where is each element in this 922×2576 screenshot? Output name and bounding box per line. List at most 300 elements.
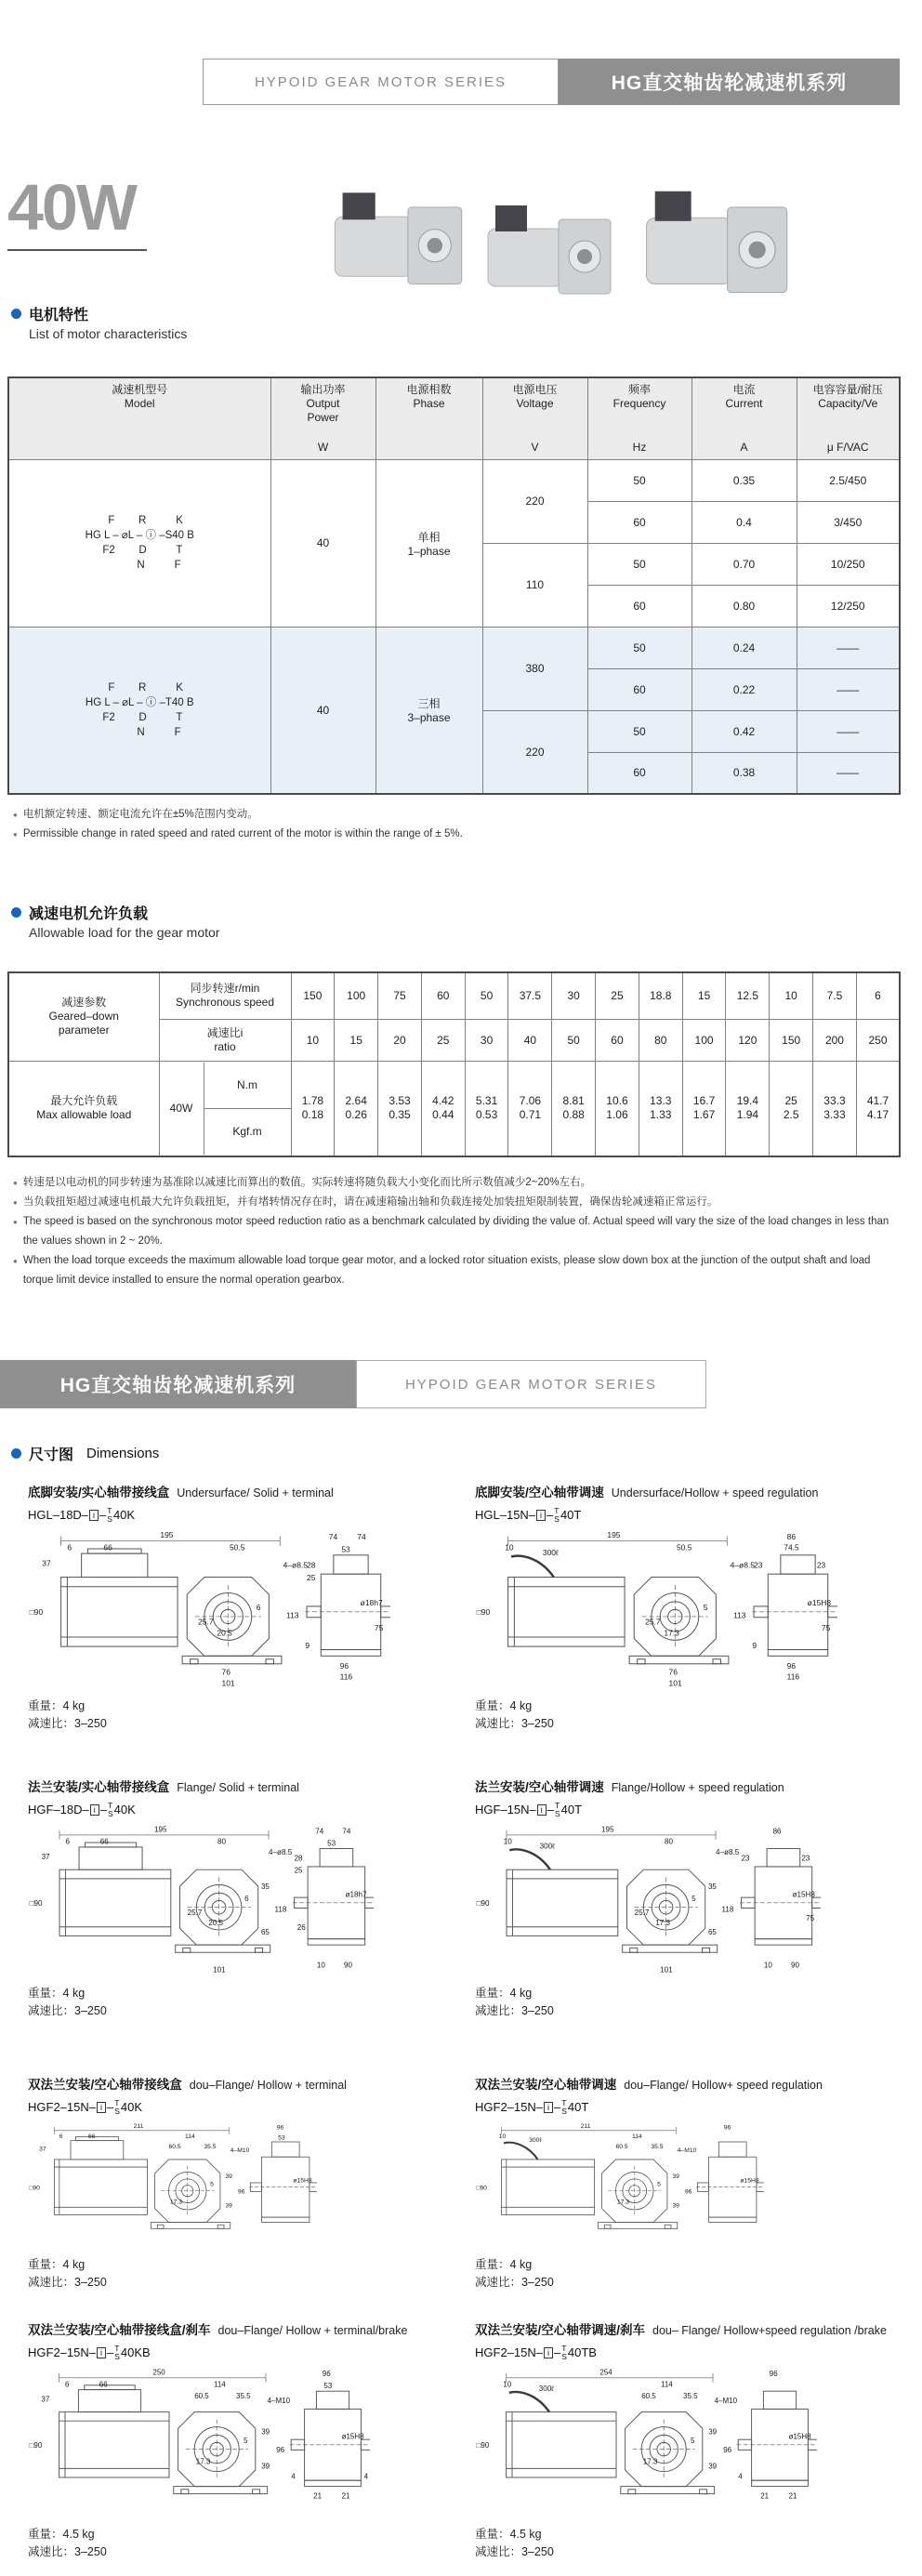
svg-text:23: 23 bbox=[741, 1854, 750, 1863]
svg-text:66: 66 bbox=[99, 1837, 109, 1846]
capacity-value: —— bbox=[797, 752, 900, 794]
ratio-value: 150 bbox=[770, 1019, 813, 1061]
svg-text:211: 211 bbox=[133, 2123, 144, 2131]
svg-text:□90: □90 bbox=[476, 1607, 491, 1618]
bullet-icon bbox=[11, 309, 21, 319]
capacity-value: —— bbox=[797, 627, 900, 668]
load-value: 10.6 1.06 bbox=[596, 1061, 639, 1156]
ratio-value: 100 bbox=[682, 1019, 726, 1061]
svg-text:114: 114 bbox=[661, 2380, 673, 2389]
svg-text:21: 21 bbox=[313, 2491, 323, 2501]
svg-text:25.7: 25.7 bbox=[187, 1908, 203, 1917]
svg-text:ø18h7: ø18h7 bbox=[345, 1890, 367, 1899]
product-photo-1 bbox=[325, 186, 469, 296]
svg-text:20.5: 20.5 bbox=[217, 1628, 232, 1638]
technical-drawing bbox=[475, 1528, 837, 1694]
svg-text:65: 65 bbox=[260, 1927, 270, 1936]
weight-ratio: 重量：4.5 kg 减速比：3–250 bbox=[475, 2528, 554, 2558]
svg-text:60.5: 60.5 bbox=[194, 2392, 209, 2401]
weight-ratio: 重量：4 kg 减速比：3–250 bbox=[475, 1987, 554, 2017]
svg-text:250: 250 bbox=[152, 2368, 165, 2377]
svg-text:10: 10 bbox=[763, 1961, 772, 1970]
svg-text:60.5: 60.5 bbox=[168, 2143, 181, 2150]
svg-text:4–M10: 4–M10 bbox=[230, 2147, 250, 2154]
current-value: 0.70 bbox=[692, 543, 797, 585]
speed-value: 6 bbox=[856, 972, 900, 1019]
svg-text:5: 5 bbox=[691, 2437, 695, 2446]
svg-text:6: 6 bbox=[244, 1895, 249, 1904]
svg-text:23: 23 bbox=[801, 1854, 810, 1863]
weight-ratio: 重量：4.5 kg 减速比：3–250 bbox=[28, 2528, 107, 2558]
svg-text:10: 10 bbox=[498, 2133, 507, 2140]
svg-text:21: 21 bbox=[341, 2491, 350, 2501]
svg-text:10: 10 bbox=[503, 2380, 512, 2389]
speed-value: 18.8 bbox=[639, 972, 682, 1019]
caption-cn: 双法兰安装/空心轴带接线盒/刹车 bbox=[28, 2323, 211, 2337]
section-allowable-load bbox=[11, 902, 219, 940]
speed-value: 15 bbox=[682, 972, 726, 1019]
col-header-output-power: 输出功率 Output Power W bbox=[270, 377, 375, 459]
ratio-value: 80 bbox=[639, 1019, 682, 1061]
svg-text:21: 21 bbox=[788, 2491, 797, 2501]
svg-text:80: 80 bbox=[217, 1837, 226, 1846]
svg-text:ø18h7: ø18h7 bbox=[360, 1598, 383, 1608]
svg-text:96: 96 bbox=[237, 2188, 245, 2196]
svg-text:10: 10 bbox=[316, 1961, 325, 1970]
svg-text:6: 6 bbox=[256, 1603, 261, 1613]
svg-text:66: 66 bbox=[87, 2133, 96, 2140]
dim-block-hgf18d bbox=[0, 1771, 433, 2068]
svg-text:96: 96 bbox=[723, 2445, 732, 2454]
svg-text:25.7: 25.7 bbox=[634, 1908, 650, 1917]
svg-text:300ℓ: 300ℓ bbox=[538, 2384, 554, 2394]
svg-text:5: 5 bbox=[657, 2181, 661, 2188]
series-title-en: HYPOID GEAR MOTOR SERIES bbox=[356, 1360, 706, 1408]
voltage-value: 220 bbox=[482, 710, 587, 794]
svg-text:17.3: 17.3 bbox=[655, 1919, 671, 1928]
svg-text:86: 86 bbox=[772, 1827, 782, 1836]
svg-text:28: 28 bbox=[294, 1854, 303, 1863]
svg-text:86: 86 bbox=[786, 1531, 797, 1541]
current-value: 0.38 bbox=[692, 752, 797, 794]
ratio-value: 50 bbox=[552, 1019, 596, 1061]
frequency-value: 50 bbox=[587, 710, 692, 752]
load-value: 25 2.5 bbox=[770, 1061, 813, 1156]
title-underline bbox=[7, 249, 147, 251]
svg-text:□90: □90 bbox=[29, 1607, 44, 1618]
caption-cn: 双法兰安装/空心轴带接线盒 bbox=[28, 2078, 182, 2092]
svg-text:116: 116 bbox=[339, 1671, 353, 1682]
load-value: 33.3 3.33 bbox=[813, 1061, 857, 1156]
svg-text:96: 96 bbox=[684, 2188, 692, 2196]
svg-text:101: 101 bbox=[668, 1678, 682, 1688]
svg-text:101: 101 bbox=[660, 1965, 673, 1975]
col-header-model: 减速机型号 Model bbox=[8, 377, 270, 459]
svg-text:25.7: 25.7 bbox=[645, 1617, 661, 1627]
svg-text:113: 113 bbox=[733, 1610, 746, 1620]
dim-block-hgf2-k bbox=[0, 2068, 433, 2314]
svg-text:66: 66 bbox=[103, 1542, 112, 1552]
section-title-cn: 尺寸图 bbox=[29, 1447, 74, 1463]
phase-value: 三相 3–phase bbox=[375, 627, 482, 794]
ratio-value: 20 bbox=[378, 1019, 422, 1061]
series-title-en: HYPOID GEAR MOTOR SERIES bbox=[203, 59, 559, 105]
svg-text:53: 53 bbox=[341, 1544, 350, 1554]
svg-text:ø15H8: ø15H8 bbox=[788, 2432, 811, 2441]
motor-notes bbox=[13, 805, 896, 844]
svg-text:4–M10: 4–M10 bbox=[267, 2397, 291, 2405]
weight-ratio: 重量：4 kg 减速比：3–250 bbox=[28, 1987, 107, 2017]
svg-text:35.5: 35.5 bbox=[204, 2143, 217, 2150]
model-code-1phase: F R K HG L – ⌀L – ⓘ –S40 B F2 D T N F bbox=[8, 459, 270, 627]
svg-text:74: 74 bbox=[342, 1827, 351, 1836]
svg-text:53: 53 bbox=[327, 1839, 336, 1848]
svg-text:74: 74 bbox=[357, 1531, 366, 1541]
weight-ratio: 重量：4 kg 减速比：3–250 bbox=[475, 2258, 554, 2289]
speed-value: 100 bbox=[335, 972, 378, 1019]
svg-text:65: 65 bbox=[707, 1927, 717, 1936]
svg-text:□90: □90 bbox=[29, 1899, 43, 1909]
model-code: HGL–15N– i – T S 40T bbox=[475, 1506, 582, 1524]
svg-text:195: 195 bbox=[160, 1530, 174, 1540]
svg-text:5: 5 bbox=[692, 1895, 696, 1904]
product-photo-3 bbox=[632, 186, 799, 303]
capacity-value: —— bbox=[797, 668, 900, 710]
svg-text:90: 90 bbox=[790, 1961, 799, 1970]
svg-text:35: 35 bbox=[707, 1882, 717, 1892]
capacity-value: 2.5/450 bbox=[797, 459, 900, 501]
caption-en: dou–Flange/ Hollow + terminal bbox=[189, 2079, 347, 2092]
svg-text:20.5: 20.5 bbox=[208, 1919, 224, 1928]
svg-text:37: 37 bbox=[41, 2395, 50, 2404]
svg-text:76: 76 bbox=[221, 1667, 230, 1677]
load-label: 最大允许负载 Max allowable load bbox=[8, 1061, 159, 1156]
frequency-value: 50 bbox=[587, 543, 692, 585]
svg-text:39: 39 bbox=[225, 2202, 232, 2210]
svg-text:17.3: 17.3 bbox=[642, 2457, 658, 2466]
svg-text:300ℓ: 300ℓ bbox=[542, 1547, 559, 1557]
technical-drawing bbox=[475, 2120, 764, 2252]
ratio-value: 30 bbox=[465, 1019, 508, 1061]
load-value: 13.3 1.33 bbox=[639, 1061, 682, 1156]
technical-drawing bbox=[475, 1823, 821, 1981]
caption-cn: 法兰安装/空心轴带调速 bbox=[475, 1780, 604, 1794]
svg-text:4: 4 bbox=[738, 2472, 743, 2481]
weight-ratio: 重量：4 kg 减速比：3–250 bbox=[28, 1699, 107, 1730]
ratio-value: 60 bbox=[596, 1019, 639, 1061]
svg-text:75: 75 bbox=[374, 1623, 384, 1633]
svg-text:74: 74 bbox=[328, 1531, 338, 1541]
svg-text:35.5: 35.5 bbox=[651, 2143, 664, 2150]
svg-text:5: 5 bbox=[210, 2181, 214, 2188]
model-code: HGF–15N– i – T S 40T bbox=[475, 1801, 583, 1818]
svg-text:□90: □90 bbox=[476, 2441, 490, 2450]
svg-text:26: 26 bbox=[296, 1922, 306, 1932]
load-unit-cell: 40W N.m Kgf.m bbox=[159, 1061, 291, 1156]
svg-text:101: 101 bbox=[213, 1965, 226, 1975]
note-item: ● The speed is based on the synchronous motor speed reduction ratio as a benchmark calculated by dividing the value of. Actual speed will vary the size of the load changes in less than the values shown in 2 ~ 20%. bbox=[13, 1216, 889, 1247]
svg-text:60.5: 60.5 bbox=[615, 2143, 628, 2150]
svg-text:6: 6 bbox=[67, 1542, 72, 1552]
bullet-icon bbox=[11, 907, 21, 918]
col-header-phase: 电源相数 Phase bbox=[375, 377, 482, 459]
svg-text:4–ø8.5: 4–ø8.5 bbox=[730, 1560, 755, 1570]
svg-text:300ℓ: 300ℓ bbox=[529, 2136, 542, 2144]
section-motor-characteristics bbox=[11, 303, 187, 341]
weight-ratio: 重量：4 kg 减速比：3–250 bbox=[28, 2258, 107, 2289]
weight-ratio: 重量：4 kg 减速比：3–250 bbox=[475, 1699, 554, 1730]
technical-drawing bbox=[28, 2366, 370, 2522]
svg-text:□90: □90 bbox=[476, 2185, 487, 2192]
technical-drawing bbox=[28, 1823, 374, 1981]
dim-block-hgl15n bbox=[433, 1476, 922, 1771]
caption-cn: 底脚安装/空心轴带调速 bbox=[475, 1486, 604, 1499]
svg-text:66: 66 bbox=[99, 2380, 108, 2389]
speed-value: 30 bbox=[552, 972, 596, 1019]
svg-text:53: 53 bbox=[323, 2382, 333, 2390]
svg-text:101: 101 bbox=[221, 1678, 235, 1688]
svg-text:96: 96 bbox=[276, 2124, 284, 2132]
svg-text:50.5: 50.5 bbox=[676, 1542, 692, 1552]
svg-text:195: 195 bbox=[600, 1825, 614, 1834]
svg-text:5: 5 bbox=[703, 1603, 708, 1613]
svg-text:6: 6 bbox=[65, 1837, 70, 1846]
svg-text:□90: □90 bbox=[29, 2185, 40, 2192]
model-code: HGF–18D– i – T S 40K bbox=[28, 1801, 136, 1818]
svg-text:80: 80 bbox=[664, 1837, 673, 1846]
svg-text:96: 96 bbox=[276, 2445, 285, 2454]
capacity-value: —— bbox=[797, 710, 900, 752]
product-photo-2 bbox=[479, 200, 618, 304]
svg-text:39: 39 bbox=[261, 2462, 270, 2471]
frequency-value: 60 bbox=[587, 501, 692, 543]
svg-text:39: 39 bbox=[708, 2462, 718, 2471]
caption-cn: 双法兰安装/空心轴带调速 bbox=[475, 2078, 617, 2092]
svg-text:211: 211 bbox=[580, 2123, 591, 2131]
dim-block-hgl18d bbox=[0, 1476, 433, 1771]
load-value: 1.78 0.18 bbox=[291, 1061, 335, 1156]
svg-text:9: 9 bbox=[305, 1640, 310, 1650]
current-value: 0.35 bbox=[692, 459, 797, 501]
svg-text:10: 10 bbox=[503, 1837, 512, 1846]
svg-text:39: 39 bbox=[672, 2202, 679, 2210]
section-title-en: Allowable load for the gear motor bbox=[29, 925, 220, 940]
svg-text:300ℓ: 300ℓ bbox=[539, 1842, 555, 1851]
caption-cn: 双法兰安装/空心轴带调速/刹车 bbox=[475, 2323, 646, 2337]
speed-value: 25 bbox=[596, 972, 639, 1019]
section-title-cn: 减速电机允许负载 bbox=[29, 906, 149, 922]
ratio-label: 减速比i ratio bbox=[159, 1019, 291, 1061]
svg-text:116: 116 bbox=[786, 1671, 800, 1682]
ratio-value: 250 bbox=[856, 1019, 900, 1061]
caption-en: Flange/ Solid + terminal bbox=[177, 1781, 299, 1794]
caption-en: Undersurface/Hollow + speed regulation bbox=[611, 1486, 819, 1499]
speed-value: 60 bbox=[421, 972, 465, 1019]
load-notes bbox=[13, 1173, 896, 1290]
svg-text:74: 74 bbox=[315, 1827, 324, 1836]
svg-text:39: 39 bbox=[672, 2173, 679, 2181]
svg-text:4–M10: 4–M10 bbox=[677, 2147, 697, 2154]
load-value: 5.31 0.53 bbox=[465, 1061, 508, 1156]
series-title-cn: HG直交轴齿轮减速机系列 bbox=[0, 1360, 356, 1408]
frequency-value: 60 bbox=[587, 752, 692, 794]
speed-value: 7.5 bbox=[813, 972, 857, 1019]
load-value: 4.42 0.44 bbox=[421, 1061, 465, 1156]
svg-text:254: 254 bbox=[599, 2368, 612, 2377]
dim-block-hgf2-kb bbox=[0, 2314, 433, 2576]
svg-text:4–M10: 4–M10 bbox=[714, 2397, 738, 2405]
current-value: 0.24 bbox=[692, 627, 797, 668]
technical-drawing bbox=[475, 2366, 817, 2522]
svg-text:113: 113 bbox=[286, 1610, 299, 1620]
svg-text:114: 114 bbox=[214, 2380, 226, 2389]
note-item: ● 电机额定转速、额定电流允许在±5%范围内变动。 bbox=[13, 809, 258, 820]
svg-text:35.5: 35.5 bbox=[683, 2392, 698, 2401]
dim-block-hgf2-t bbox=[433, 2068, 922, 2314]
svg-text:10: 10 bbox=[505, 1542, 514, 1552]
load-value: 3.53 0.35 bbox=[378, 1061, 422, 1156]
svg-text:5: 5 bbox=[244, 2437, 248, 2446]
current-value: 0.80 bbox=[692, 585, 797, 627]
speed-value: 75 bbox=[378, 972, 422, 1019]
svg-text:39: 39 bbox=[225, 2173, 232, 2181]
frequency-value: 60 bbox=[587, 585, 692, 627]
dim-block-hgf15n bbox=[433, 1771, 922, 2068]
motor-characteristics-table bbox=[7, 376, 901, 795]
section-title-cn: 电机特性 bbox=[29, 308, 89, 324]
svg-text:6: 6 bbox=[59, 2133, 63, 2140]
svg-text:4: 4 bbox=[291, 2472, 296, 2481]
load-value: 8.81 0.88 bbox=[552, 1061, 596, 1156]
svg-text:ø15H8: ø15H8 bbox=[293, 2177, 312, 2185]
svg-text:23: 23 bbox=[754, 1560, 763, 1570]
svg-text:90: 90 bbox=[343, 1961, 352, 1970]
ratio-value: 40 bbox=[508, 1019, 552, 1061]
col-header-frequency: 频率 Frequency Hz bbox=[587, 377, 692, 459]
speed-value: 10 bbox=[770, 972, 813, 1019]
svg-text:37: 37 bbox=[42, 1558, 51, 1568]
voltage-value: 380 bbox=[482, 627, 587, 710]
svg-text:21: 21 bbox=[760, 2491, 770, 2501]
svg-text:ø15H8: ø15H8 bbox=[807, 1598, 832, 1608]
load-value: 2.64 0.26 bbox=[335, 1061, 378, 1156]
ratio-value: 10 bbox=[291, 1019, 335, 1061]
svg-text:75: 75 bbox=[821, 1623, 831, 1633]
svg-text:28: 28 bbox=[307, 1560, 316, 1570]
caption-en: dou–Flange/ Hollow + terminal/brake bbox=[217, 2324, 408, 2337]
allowable-load-table bbox=[7, 971, 901, 1157]
col-header-current: 电流 Current A bbox=[692, 377, 797, 459]
svg-text:23: 23 bbox=[816, 1560, 826, 1570]
speed-value: 12.5 bbox=[726, 972, 770, 1019]
load-value: 16.7 1.67 bbox=[682, 1061, 726, 1156]
frequency-value: 60 bbox=[587, 668, 692, 710]
svg-text:60.5: 60.5 bbox=[641, 2392, 656, 2401]
page-title-power: 40W bbox=[7, 171, 136, 244]
svg-text:37: 37 bbox=[39, 2146, 46, 2153]
note-item: ● Permissible change in rated speed and rated current of the motor is within the range of ± 5%. bbox=[13, 828, 463, 839]
note-item: ● 当负载扭矩超过减速电机最大允许负载扭矩，并有堵转情况存在时，请在减速箱输出轴和负载连接处加装扭矩限制装置，确保齿轮减速箱正常运行。 bbox=[13, 1196, 718, 1208]
header-band-top bbox=[203, 59, 900, 105]
section-title-en: List of motor characteristics bbox=[29, 326, 188, 341]
svg-text:76: 76 bbox=[668, 1667, 678, 1677]
svg-text:25.7: 25.7 bbox=[198, 1617, 214, 1627]
svg-text:35.5: 35.5 bbox=[236, 2392, 251, 2401]
caption-en: dou–Flange/ Hollow+ speed regulation bbox=[624, 2079, 823, 2092]
load-value: 19.4 1.94 bbox=[726, 1061, 770, 1156]
col-header-voltage: 电源电压 Voltage V bbox=[482, 377, 587, 459]
caption-cn: 底脚安装/实心轴带接线盒 bbox=[28, 1486, 170, 1499]
svg-text:4: 4 bbox=[363, 2472, 369, 2481]
svg-text:ø15H8: ø15H8 bbox=[740, 2177, 759, 2185]
svg-text:96: 96 bbox=[769, 2370, 778, 2379]
speed-value: 37.5 bbox=[508, 972, 552, 1019]
voltage-value: 110 bbox=[482, 543, 587, 627]
svg-text:75: 75 bbox=[806, 1914, 815, 1923]
ratio-value: 25 bbox=[421, 1019, 465, 1061]
svg-text:195: 195 bbox=[153, 1825, 167, 1834]
svg-text:96: 96 bbox=[786, 1660, 797, 1671]
caption-cn: 法兰安装/实心轴带接线盒 bbox=[28, 1780, 170, 1794]
bullet-icon bbox=[11, 1448, 21, 1459]
model-code: HGF2–15N– i – T S 40KB bbox=[28, 2344, 151, 2361]
note-item: ● 转速是以电动机的同步转速为基准除以减速比而算出的数值。实际转速将随负载大小变化而比所示数值减少2~20%左右。 bbox=[13, 1177, 591, 1188]
ratio-value: 120 bbox=[726, 1019, 770, 1061]
technical-drawing bbox=[28, 1528, 390, 1694]
model-code: HGF2–15N– i – T S 40TB bbox=[475, 2344, 597, 2361]
svg-text:4–ø8.5: 4–ø8.5 bbox=[269, 1848, 293, 1857]
model-code-3phase: F R K HG L – ⌀L – ⓘ –T40 B F2 D T N F bbox=[8, 627, 270, 794]
svg-text:114: 114 bbox=[185, 2133, 195, 2140]
svg-text:74.5: 74.5 bbox=[784, 1542, 799, 1552]
caption-en: Undersurface/ Solid + terminal bbox=[177, 1486, 334, 1499]
col-header-capacity: 电容容量/耐压 Capacity/Ve μ F/VAC bbox=[797, 377, 900, 459]
svg-text:□90: □90 bbox=[476, 1899, 490, 1909]
svg-text:ø15H8: ø15H8 bbox=[341, 2432, 364, 2441]
dim-block-hgf2-tb bbox=[433, 2314, 922, 2576]
svg-text:25: 25 bbox=[294, 1866, 303, 1875]
technical-drawing bbox=[28, 2120, 317, 2252]
output-power-value: 40 bbox=[270, 459, 375, 627]
frequency-value: 50 bbox=[587, 627, 692, 668]
svg-text:118: 118 bbox=[274, 1905, 287, 1914]
voltage-value: 220 bbox=[482, 459, 587, 543]
speed-label: 同步转速r/min Synchronous speed bbox=[159, 972, 291, 1019]
svg-text:96: 96 bbox=[723, 2124, 731, 2132]
svg-text:□90: □90 bbox=[29, 2441, 43, 2450]
svg-text:17.3: 17.3 bbox=[616, 2199, 629, 2206]
model-code: HGL–18D– i – T S 40K bbox=[28, 1506, 136, 1524]
note-item: ● When the load torque exceeds the maximum allowable load torque gear motor, and a locked rotor situation exists, please slow down box at the junction of the output shaft and load torque limit device installed to ensure the normal operation gearbox. bbox=[13, 1255, 871, 1286]
caption-en: dou– Flange/ Hollow+speed regulation /brake bbox=[652, 2324, 887, 2337]
series-title-cn: HG直交轴齿轮减速机系列 bbox=[559, 59, 900, 105]
load-value: 7.06 0.71 bbox=[508, 1061, 552, 1156]
load-value: 41.7 4.17 bbox=[856, 1061, 900, 1156]
svg-text:25: 25 bbox=[307, 1572, 316, 1582]
svg-text:96: 96 bbox=[322, 2370, 331, 2379]
svg-text:39: 39 bbox=[261, 2427, 270, 2437]
svg-text:17.3: 17.3 bbox=[195, 2457, 211, 2466]
section-dimensions bbox=[11, 1443, 159, 1464]
svg-text:ø15H8: ø15H8 bbox=[792, 1890, 815, 1899]
speed-value: 150 bbox=[291, 972, 335, 1019]
header-band-middle bbox=[0, 1360, 706, 1408]
capacity-value: 10/250 bbox=[797, 543, 900, 585]
model-code: HGF2–15N– i – T S 40T bbox=[475, 2098, 589, 2116]
capacity-value: 3/450 bbox=[797, 501, 900, 543]
output-power-value: 40 bbox=[270, 627, 375, 794]
svg-text:39: 39 bbox=[708, 2427, 718, 2437]
